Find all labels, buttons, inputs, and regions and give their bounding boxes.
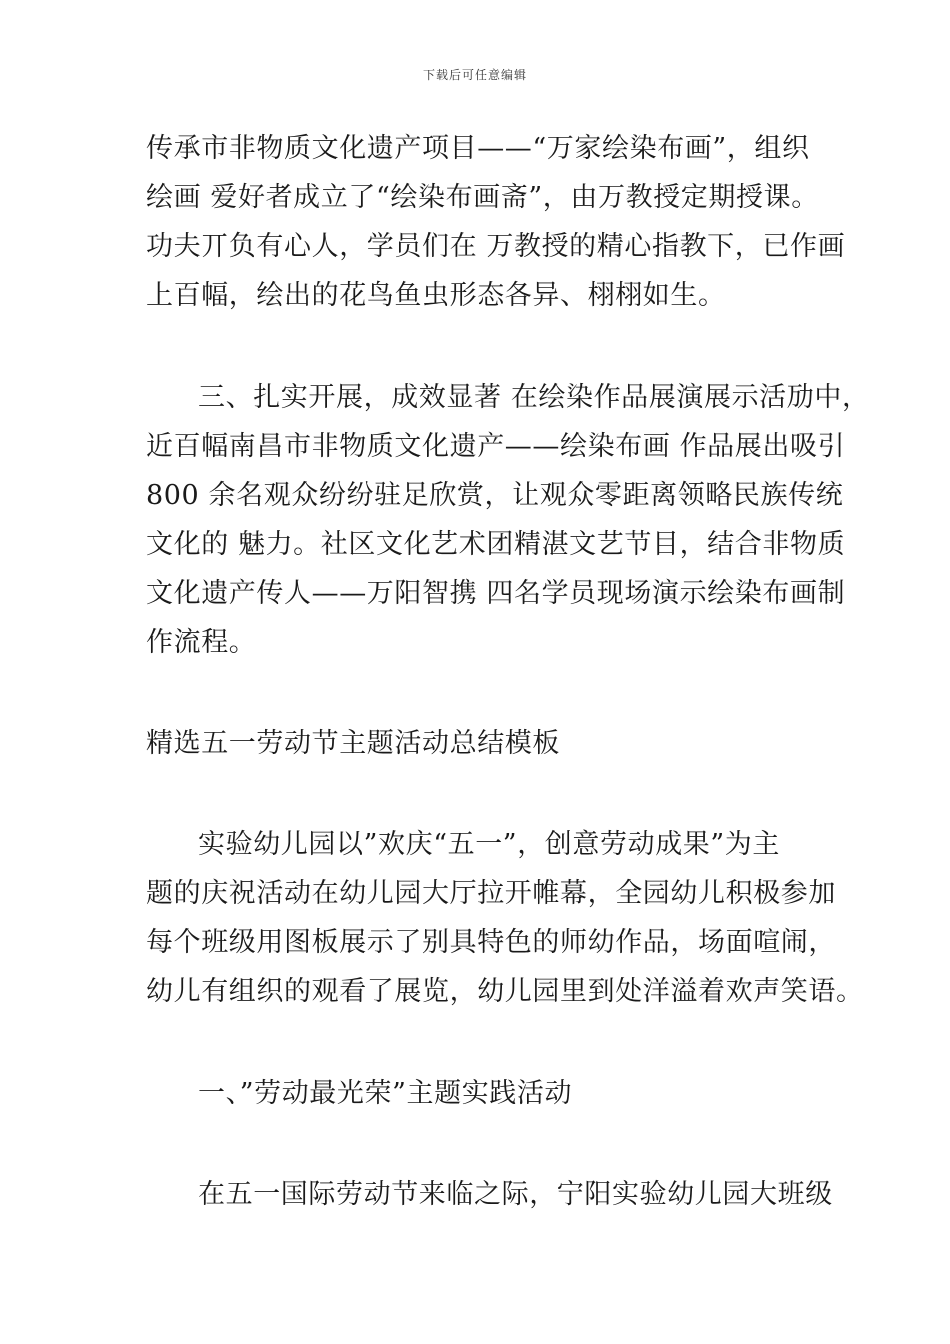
paragraph-line: 文化的 魅力。社区文化艺术团精湛文艺节目，结合非物质 <box>146 529 846 560</box>
paragraph-line: 上百幅，绘出的花鸟鱼虫形态各异、栩栩如生。 <box>146 280 726 311</box>
paragraph-line: 幼儿有组织的观看了展览，幼儿园里到处洋溢着欢声笑语。 <box>146 976 864 1007</box>
paragraph-line: 功夫丌负有心人，学员们在 万教授的精心指教下，已作画 <box>146 231 846 262</box>
paragraph-line: 作流程。 <box>146 627 257 658</box>
paragraph-line: 三、扎实开展，成效显著 在绘染作品展演展示活劢中， <box>198 382 870 413</box>
paragraph-line: 绘画 爱好者成立了“绘染布画斋”，由万教授定期授课。 <box>146 182 819 213</box>
paragraph-line: 传承市非物质文化遗产项目——“万家绘染布画”，组织 <box>146 133 810 164</box>
paragraph-line: 在五一国际劳动节来临之际，宁阳实验幼儿园大班级 <box>198 1179 833 1210</box>
paragraph-line: 每个班级用图板展示了别具特色的师幼作品，场面喧闹， <box>146 927 836 958</box>
paragraph-line: 文化遗产传人——万阳智携 四名学员现场演示绘染布画制 <box>146 578 846 609</box>
paragraph-line: 实验幼儿园以”欢庆“五一”，创意劳动成果”为主 <box>198 829 781 860</box>
section-title: 精选五一劳动节主题活动总结模板 <box>146 728 560 759</box>
subsection-heading: 一、”劳动最光荣”主题实践活动 <box>198 1078 573 1109</box>
page-header: 下载后可任意编辑 <box>422 68 527 82</box>
paragraph-line: 近百幅南昌市非物质文化遗产——绘染布画 作品展出吸引 <box>146 431 846 462</box>
paragraph-line: 800 余名观众纷纷驻足欣赏，让观众零距离领略民族传统 <box>146 480 844 511</box>
paragraph-line: 题的庆祝活动在幼儿园大厅拉开帷幕，全园幼儿积极参加 <box>146 878 836 909</box>
